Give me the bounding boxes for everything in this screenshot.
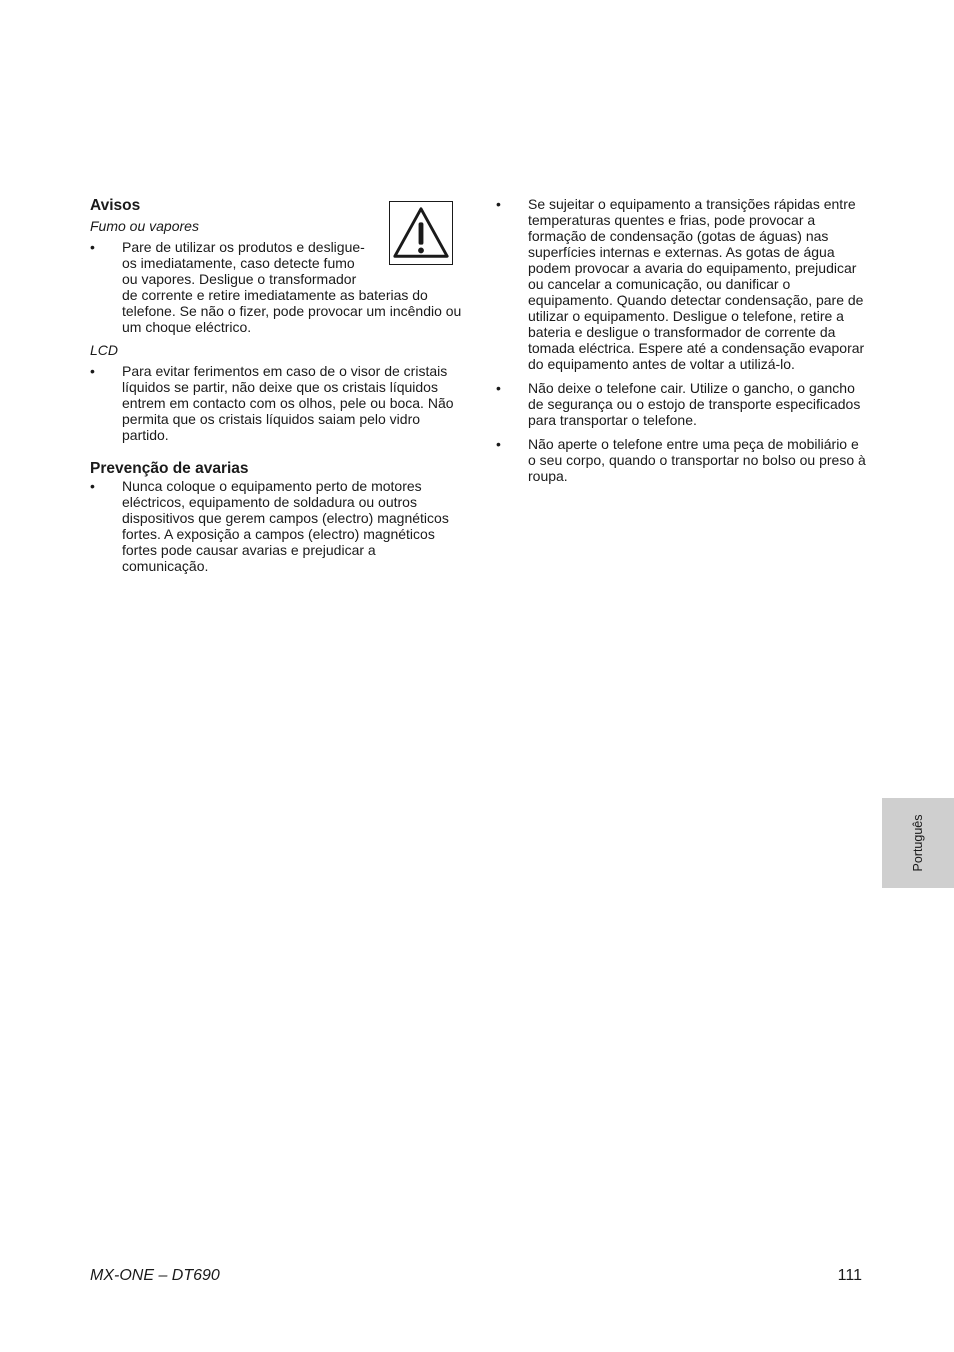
avisos-heading: Avisos — [90, 197, 141, 214]
queda-bullet-text: Não deixe o telefone cair. Utilize o gancho, o gancho de segurança ou o estojo de transporte especificados para transportar o telefone. — [528, 380, 861, 428]
page-number: 111 — [837, 1267, 862, 1284]
bullet-marker: • — [90, 239, 95, 255]
left-column — [90, 196, 462, 580]
aperto-bullet-text: Não aperte o telefone entre uma peça de mobiliário e o seu corpo, quando o transportar no bolso ou preso à roupa. — [528, 436, 866, 484]
text-line: os imediatamente, caso detecte fumo — [122, 255, 355, 271]
list-item — [90, 478, 462, 574]
text-line: ou vapores. Desligue o transformador — [122, 271, 357, 287]
text-line: Pare de utilizar os produtos e desligue- — [122, 239, 365, 255]
list-item — [496, 436, 866, 484]
list-item — [496, 196, 866, 372]
lcd-subheading: LCD — [90, 342, 119, 358]
right-column — [496, 196, 866, 492]
bullet-marker: • — [90, 363, 95, 379]
text-line: de corrente e retire imediatamente as baterias do telefone. Se não o fizer, pode provocar um incêndio ou um choque eléctrico. — [122, 287, 462, 335]
footer-document-title: MX-ONE – DT690 — [90, 1267, 220, 1284]
fumo-bullet-text — [122, 239, 462, 335]
language-tab-label: Português — [911, 814, 925, 872]
list-item — [90, 239, 462, 335]
fumo-subheading: Fumo ou vapores — [90, 218, 199, 234]
bullet-marker: • — [90, 478, 95, 494]
bullet-marker: • — [496, 380, 501, 396]
list-item — [90, 363, 462, 443]
lcd-bullet-text: Para evitar ferimentos em caso de o visor de cristais líquidos se partir, não deixe que os cristais líquidos entrem em contacto com os olhos, pele ou boca. Não permita que os cristais líquidos saiam pelo vidro partido. — [122, 363, 454, 443]
language-tab — [882, 798, 954, 888]
condensacao-bullet-text: Se sujeitar o equipamento a transições rápidas entre temperaturas quentes e frias, pode provocar a formação de condensação (gotas de águas) nas superfícies internas e externas. As gotas de água podem provocar a avaria do equipamento, prejudicar ou cancelar a comunicação, ou danificar o equipamento. Quando detectar condensação, pare de utilizar o equipamento. Desligue o telefone, retire a bateria e desligue o transformador de corrente da tomada eléctrica. Espere até a condensação evaporar do equipamento antes de voltar a utilizá-lo. — [528, 196, 865, 372]
prevencao-bullet-text: Nunca coloque o equipamento perto de motores eléctricos, equipamento de soldadura ou outros dispositivos que gerem campos (electro) magnéticos fortes. A exposição a campos (electro) magnéticos fortes pode causar avarias e prejudicar a comunicação. — [122, 478, 449, 574]
bullet-marker: • — [496, 436, 501, 452]
bullet-marker: • — [496, 196, 501, 212]
list-item — [496, 380, 866, 428]
prevencao-heading: Prevenção de avarias — [90, 460, 249, 477]
